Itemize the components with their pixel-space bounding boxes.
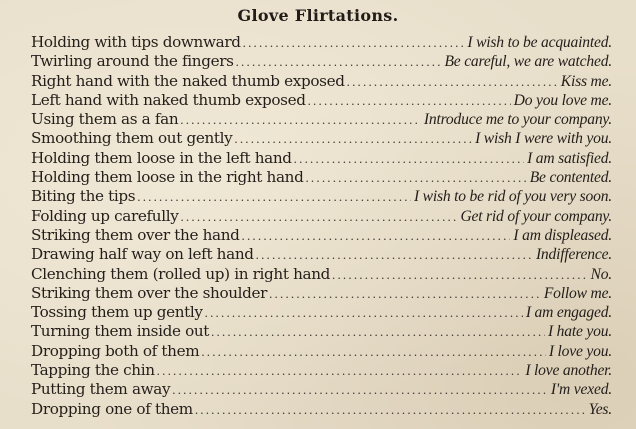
dot-leader (294, 149, 524, 168)
list-item (31, 110, 612, 129)
list-item (31, 187, 612, 206)
list-item (31, 322, 612, 341)
dot-leader (347, 72, 558, 91)
gesture-text: Striking them over the shoulder (31, 283, 268, 302)
gesture-text: Tossing them up gently (31, 303, 203, 322)
list-item (31, 129, 612, 148)
gesture-text: Biting the tips (31, 187, 136, 206)
dot-leader (243, 33, 465, 52)
list-item (31, 245, 612, 264)
dot-leader (195, 400, 586, 419)
gesture-text: Turning them inside out (31, 322, 210, 341)
gesture-text: Twirling around the fingers (31, 52, 234, 71)
gesture-text: Using them as a fan (31, 110, 179, 129)
list-item (31, 226, 612, 245)
meaning-text: Do you love me. (513, 91, 612, 109)
list-item (31, 361, 612, 380)
gesture-text: Clenching them (rolled up) in right hand (31, 264, 331, 283)
list-item (31, 52, 612, 71)
dot-leader (332, 265, 587, 284)
dot-leader (205, 303, 523, 322)
dot-leader (305, 168, 526, 187)
meaning-text: No. (590, 265, 612, 283)
meaning-text: I hate you. (547, 323, 612, 341)
dot-leader (234, 129, 472, 148)
meaning-text: Be careful, we are watched. (444, 53, 612, 71)
meaning-text: I am satisfied. (527, 149, 612, 167)
list-item (31, 33, 612, 52)
dot-leader (269, 284, 541, 303)
gesture-text: Smoothing them out gently (31, 129, 233, 148)
meaning-text: I wish to be acquainted. (467, 34, 612, 51)
meaning-text: Be contented. (529, 169, 612, 187)
gesture-text: Holding them loose in the right hand (31, 168, 304, 187)
dot-leader (256, 245, 533, 264)
list-item (31, 265, 612, 284)
page-title: Glove Flirtations. (237, 6, 399, 25)
dot-leader (308, 91, 511, 110)
meaning-text: I am displeased. (513, 226, 612, 244)
gesture-text: Folding up carefully (31, 206, 179, 225)
gesture-text: Putting them away (31, 380, 171, 399)
meaning-text: Kiss me. (560, 72, 612, 90)
glove-signals-list (31, 33, 612, 419)
meaning-text: I am engaged. (525, 304, 612, 322)
list-item (31, 91, 612, 110)
meaning-text: Yes. (588, 400, 612, 418)
dot-leader (180, 110, 421, 129)
meaning-text: Indifference. (535, 246, 612, 264)
dot-leader (137, 187, 411, 206)
dot-leader (242, 226, 511, 245)
dot-leader (201, 342, 546, 361)
list-item (31, 149, 612, 168)
list-item (31, 303, 612, 322)
dot-leader (172, 380, 548, 399)
meaning-text: I love another. (525, 362, 612, 380)
list-item (31, 207, 612, 226)
meaning-text: I wish to be rid of you very soon. (413, 188, 612, 206)
dot-leader (211, 322, 545, 341)
gesture-text: Holding with tips downward (31, 33, 241, 51)
gesture-text: Drawing half way on left hand (31, 245, 254, 264)
meaning-text: I'm vexed. (550, 381, 612, 399)
meaning-text: Introduce me to your company. (423, 111, 612, 129)
list-item (31, 342, 612, 361)
dot-leader (180, 207, 457, 226)
meaning-text: I wish I were with you. (475, 130, 612, 148)
gesture-text: Holding them loose in the left hand (31, 148, 292, 167)
gesture-text: Dropping one of them (31, 399, 193, 418)
gesture-text: Left hand with naked thumb exposed (31, 90, 306, 109)
list-item (31, 380, 612, 399)
list-item (31, 72, 612, 91)
gesture-text: Tapping the chin (31, 361, 155, 380)
dot-leader (157, 361, 523, 380)
list-item (31, 284, 612, 303)
list-item (31, 168, 612, 187)
gesture-text: Dropping both of them (31, 341, 200, 360)
dot-leader (236, 52, 442, 71)
gesture-text: Striking them over the hand (31, 225, 240, 244)
gesture-text: Right hand with the naked thumb exposed (31, 71, 345, 90)
meaning-text: I love you. (548, 342, 612, 360)
meaning-text: Get rid of your company. (460, 207, 612, 225)
meaning-text: Follow me. (543, 284, 612, 302)
list-item (31, 400, 612, 419)
